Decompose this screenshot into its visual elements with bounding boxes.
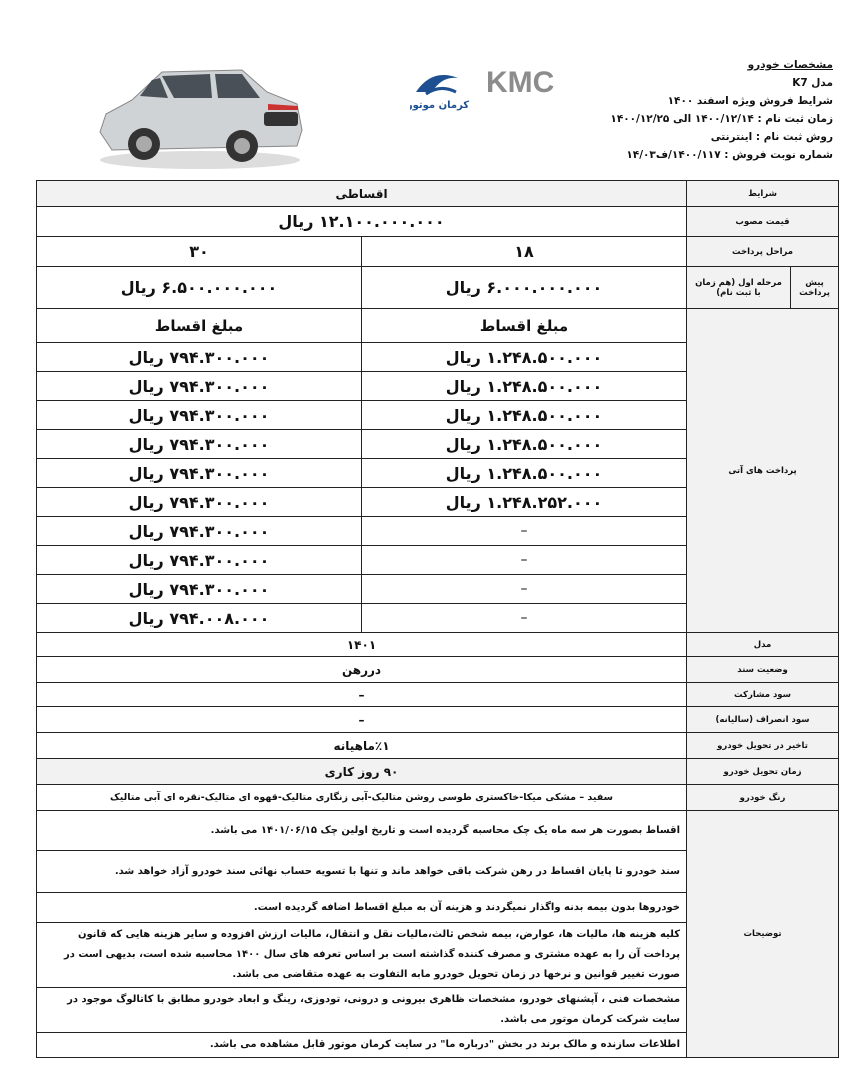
document-status-row — [37, 657, 839, 683]
plan-18-installment: – — [362, 517, 687, 546]
note-item: کلیه هزینه ها، مالیات ها، عوارض، بیمه شخص ثالث،مالیات نقل و انتقال، مالیات ارزش افزوده و سایر هزینه هایی که قانون پرداخت آن را به عهده مشتری و مصرف کننده گذاشته است بر اساس تعرفه های سال ۱۴۰۰ محاسبه شده است، بدیهی است در صورت تغییر قوانین و نرخها در زمان تحویل خودرو مابه التفاوت به عهده متقاضی می باشد. — [37, 923, 687, 988]
note-item: اقساط بصورت هر سه ماه یک چک محاسبه گردیده است و تاریخ اولین چک ۱۴۰۱/۰۶/۱۵ می باشد. — [37, 811, 687, 851]
approved-price-value: ۱۲.۱۰۰.۰۰۰.۰۰۰ ریال — [37, 207, 687, 237]
delivery-time-row — [37, 759, 839, 785]
installments-header-row — [37, 309, 839, 343]
plan-18-installment: ۱.۲۴۸.۵۰۰.۰۰۰ ریال — [362, 401, 687, 430]
sale-type: اقساطی — [37, 181, 687, 207]
participation-profit-row — [37, 683, 839, 707]
participation-profit-value: – — [37, 683, 687, 707]
kmc-logo — [410, 62, 555, 114]
plan-30-installment: ۷۹۴.۳۰۰.۰۰۰ ریال — [37, 517, 362, 546]
model-row — [37, 633, 839, 657]
plan-30-installment: ۷۹۴.۰۰۸.۰۰۰ ریال — [37, 604, 362, 633]
model-line: مدل K7 — [792, 77, 833, 89]
plan-18-installment: ۱.۲۴۸.۲۵۲.۰۰۰ ریال — [362, 488, 687, 517]
notes-label: توضیحات — [687, 811, 839, 1058]
plan-30-months: ۳۰ — [37, 237, 362, 267]
plan-30-installment: ۷۹۴.۳۰۰.۰۰۰ ریال — [37, 546, 362, 575]
plan-30-installment: ۷۹۴.۳۰۰.۰۰۰ ریال — [37, 372, 362, 401]
payment-stages-label: مراحل پرداخت — [687, 237, 839, 267]
registration-time-line: زمان ثبت نام : ۱۴۰۰/۱۲/۱۴ الی ۱۴۰۰/۱۲/۲۵ — [610, 113, 833, 125]
model-label: مدل — [687, 633, 839, 657]
plan-18-months: ۱۸ — [362, 237, 687, 267]
delivery-time-label: زمان تحویل خودرو — [687, 759, 839, 785]
plan-18-installment: ۱.۲۴۸.۵۰۰.۰۰۰ ریال — [362, 459, 687, 488]
plan-18-installment: ۱.۲۴۸.۵۰۰.۰۰۰ ریال — [362, 343, 687, 372]
car-color-row — [37, 785, 839, 811]
car-image — [92, 62, 307, 174]
note-item: خودروها بدون بیمه بدنه واگذار نمیگردند و هزینه آن به مبلغ اقساط اضافه گردیده است. — [37, 893, 687, 923]
participation-profit-label: سود مشارکت — [687, 683, 839, 707]
plan-18-installment: ۱.۲۴۸.۵۰۰.۰۰۰ ریال — [362, 372, 687, 401]
specs-title: مشخصات خودرو — [747, 59, 833, 71]
conditions-row — [37, 181, 839, 207]
plan-30-installment: ۷۹۴.۳۰۰.۰۰۰ ریال — [37, 343, 362, 372]
note-item: سند خودرو تا پایان اقساط در رهن شرکت باقی خواهد ماند و تنها با تسویه حساب نهائی سند خودرو آزاد خواهد شد. — [37, 851, 687, 893]
plan-30-installment: ۷۹۴.۳۰۰.۰۰۰ ریال — [37, 401, 362, 430]
first-payment-row — [37, 267, 839, 309]
first-stage-label: مرحله اول (هم زمان با ثبت نام) — [687, 267, 791, 309]
note-item: اطلاعات سازنده و مالک برند در بخش "درباره ما" در سایت کرمان موتور قابل مشاهده می باشد. — [37, 1033, 687, 1058]
plan-18-installment: – — [362, 604, 687, 633]
cancellation-profit-row — [37, 707, 839, 733]
approved-price-row — [37, 207, 839, 237]
note-row — [37, 811, 839, 851]
plan-30-first-payment: ۶.۵۰۰.۰۰۰.۰۰۰ ریال — [37, 267, 362, 309]
turn-number-line: شماره نوبت فروش : ۱۴۰۰/۱۱۷/ف۱۴/۰۳ — [626, 149, 833, 161]
page-header — [0, 0, 849, 180]
plan-18-first-payment: ۶.۰۰۰.۰۰۰.۰۰۰ ریال — [362, 267, 687, 309]
prepayment-label: پیش پرداخت — [791, 267, 839, 309]
car-color-value: سفید – مشکی میکا-خاکستری طوسی روشن متالیک-آبی زنگاری متالیک-قهوه ای متالیک-نقره ای آبی متالیک — [37, 785, 687, 811]
vehicle-specs — [573, 56, 833, 164]
plan-30-installment: ۷۹۴.۳۰۰.۰۰۰ ریال — [37, 459, 362, 488]
plan-30-installment: ۷۹۴.۳۰۰.۰۰۰ ریال — [37, 430, 362, 459]
note-item: مشخصات فنی ، آپشنهای خودرو، مشخصات ظاهری بیرونی و درونی، تودوزی، رینگ و ابعاد خودرو مطابق با کاتالوگ موجود در سایت شرکت کرمان موتور می باشد. — [37, 988, 687, 1033]
plan-30-installment: ۷۹۴.۳۰۰.۰۰۰ ریال — [37, 488, 362, 517]
registration-method-line: روش ثبت نام : اینترنتی — [710, 131, 833, 143]
payment-stages-row — [37, 237, 839, 267]
document-status-value: دررهن — [37, 657, 687, 683]
cancellation-profit-value: – — [37, 707, 687, 733]
plan-30-installments-header: مبلغ اقساط — [37, 309, 362, 343]
car-color-label: رنگ خودرو — [687, 785, 839, 811]
delivery-delay-value: ٪۱ماهیانه — [37, 733, 687, 759]
cancellation-profit-label: سود انصراف (سالیانه) — [687, 707, 839, 733]
sales-conditions-table — [36, 180, 839, 1058]
conditions-label: شرایط — [687, 181, 839, 207]
plan-18-installment: – — [362, 546, 687, 575]
delivery-time-value: ۹۰ روز کاری — [37, 759, 687, 785]
conditions-line: شرایط فروش ویژه اسفند ۱۴۰۰ — [667, 95, 833, 107]
delivery-delay-row — [37, 733, 839, 759]
document-status-label: وضعیت سند — [687, 657, 839, 683]
logo-subtext: کرمان موتور — [410, 100, 470, 111]
plan-18-installments-header: مبلغ اقساط — [362, 309, 687, 343]
plan-18-installment: ۱.۲۴۸.۵۰۰.۰۰۰ ریال — [362, 430, 687, 459]
plan-30-installment: ۷۹۴.۳۰۰.۰۰۰ ریال — [37, 575, 362, 604]
future-payments-label: پرداخت های آتی — [687, 309, 839, 633]
logo-text: KMC — [486, 66, 555, 99]
approved-price-label: قیمت مصوب — [687, 207, 839, 237]
plan-18-installment: – — [362, 575, 687, 604]
model-year: ۱۴۰۱ — [37, 633, 687, 657]
delivery-delay-label: تاخیر در تحویل خودرو — [687, 733, 839, 759]
